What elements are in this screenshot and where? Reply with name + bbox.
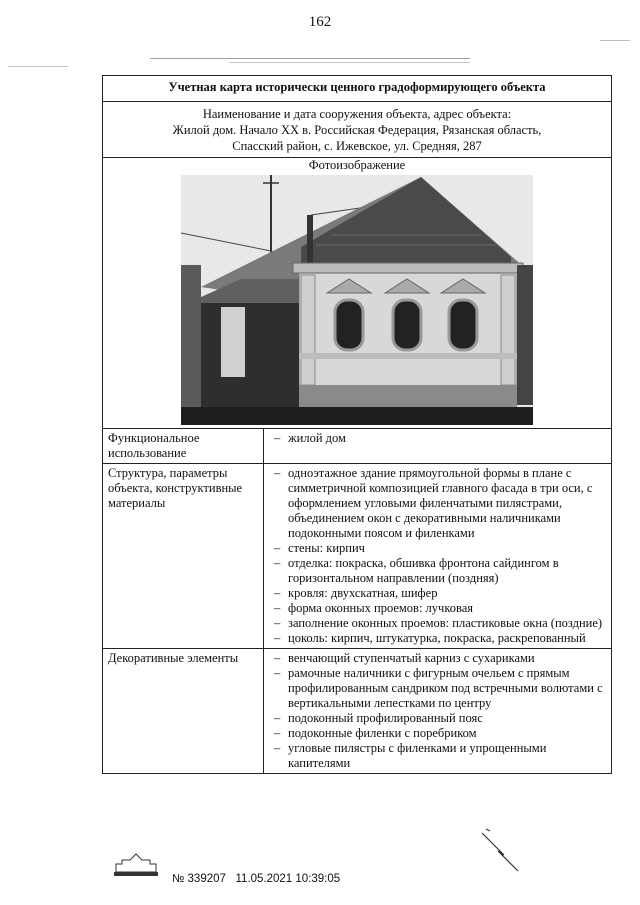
photo-section: [103, 158, 611, 429]
section-label: Декоративные элементы: [103, 649, 264, 773]
list-item: – форма оконных проемов: лучковая: [272, 601, 605, 616]
doc-number: № 339207: [172, 873, 226, 885]
object-address: Спасский район, с. Ижевское, ул. Средняя, 287: [232, 139, 482, 153]
section-items: [272, 466, 605, 646]
historical-object-card: [102, 75, 612, 774]
section-items: [272, 431, 605, 446]
photo-label: Фотоизображение: [308, 158, 406, 172]
list-item: – подоконные филенки с поребриком: [272, 726, 605, 741]
scan-artifact-line: [600, 40, 630, 41]
object-info-heading: Наименование и дата сооружения объекта, адрес объекта:: [202, 107, 512, 121]
section-structure: [103, 464, 611, 649]
list-item: – угловые пилястры с филенками и упрощенными капителями: [272, 741, 605, 771]
scan-artifact-line: [150, 58, 470, 59]
house-photo: [181, 175, 533, 425]
page-number: 162: [308, 14, 332, 30]
list-item: – заполнение оконных проемов: пластиковые окна (поздние): [272, 616, 605, 631]
doc-timestamp: 11.05.2021 10:39:05: [235, 873, 341, 885]
building-logo-icon: [112, 850, 160, 878]
list-item: – подоконный профилированный пояс: [272, 711, 605, 726]
list-item: – кровля: двухскатная, шифер: [272, 586, 605, 601]
list-item: – рамочные наличники с фигурным очельем с прямым профилированным сандриком под встречными волютами с вертикальными лепестками по центру: [272, 666, 605, 711]
section-items: [272, 651, 605, 771]
object-info: [103, 102, 611, 158]
section-decorative: [103, 649, 611, 773]
list-item: – жилой дом: [272, 431, 605, 446]
section-label: Функциональное использование: [103, 429, 264, 463]
card-title: Учетная карта исторически ценного градоформирующего объекта: [103, 76, 611, 102]
scan-artifact-line: [230, 62, 470, 63]
section-label: Структура, параметры объекта, конструктивные материалы: [103, 464, 264, 648]
list-item: – венчающий ступенчатый карниз с сухариками: [272, 651, 605, 666]
footer-stamp: [172, 873, 340, 885]
list-item: – отделка: покраска, обшивка фронтона сайдингом в горизонтальном направлении (поздняя): [272, 556, 605, 586]
signature-scribble: [478, 825, 524, 875]
scan-artifact-line: [8, 66, 68, 67]
list-item: – одноэтажное здание прямоугольной формы в плане с симметричной композицией главного фасада в три оси, с оформлением угловыми филенчатыми пилястрами, объединением окон с декоративными наличниками подоконными поясом и филенками: [272, 466, 605, 541]
list-item: – цоколь: кирпич, штукатурка, покраска, раскрепованный: [272, 631, 605, 646]
object-name-region: Жилой дом. Начало XX в. Российская Федерация, Рязанская область,: [172, 123, 542, 137]
list-item: – стены: кирпич: [272, 541, 605, 556]
section-function: [103, 429, 611, 464]
